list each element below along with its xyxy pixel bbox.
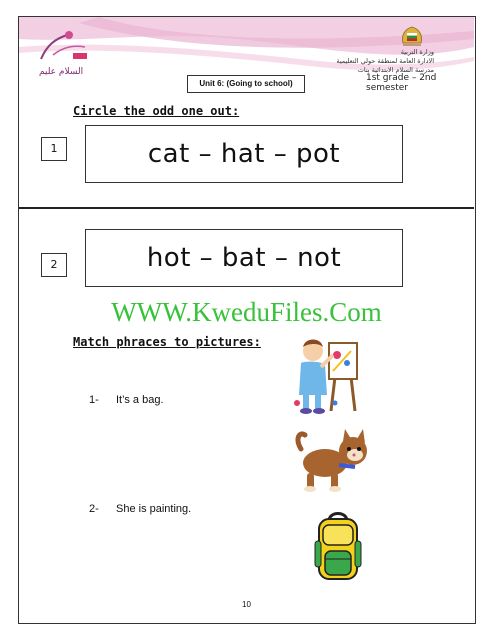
logo-caption: السلام عليم	[39, 67, 84, 77]
question-1-number: 1	[41, 137, 67, 161]
match-item-1-number: 1-	[89, 394, 99, 406]
question-2-number: 2	[41, 253, 67, 277]
unit-title: Unit 6: (Going to school)	[187, 75, 305, 93]
ministry-line-2: الادارة العامة لمنطقة حولي التعليمية	[336, 57, 434, 65]
section-divider	[19, 207, 474, 209]
ministry-line-3: مدرسة السلام الابتدائية بنات	[357, 66, 434, 74]
page-number: 10	[242, 600, 251, 609]
school-bag-picture	[313, 511, 363, 583]
watermark-text: WWW.KweduFiles.Com	[111, 297, 382, 327]
ministry-text	[284, 48, 434, 75]
ministry-emblem-icon	[399, 25, 425, 49]
section1-instruction: Circle the odd one out:	[73, 104, 240, 118]
match-item-1-text: It’s a bag.	[116, 394, 164, 406]
worksheet-page	[18, 16, 476, 624]
school-logo-icon	[33, 25, 93, 65]
question-2-words: hot – bat – not	[85, 229, 403, 287]
match-item-2-number: 2-	[89, 503, 99, 515]
match-item-2-text: She is painting.	[116, 503, 192, 515]
question-1-words: cat – hat – pot	[85, 125, 403, 183]
cat-picture	[295, 429, 371, 493]
section2-instruction: Match phraces to pictures:	[73, 335, 261, 349]
painting-girl-picture	[291, 333, 361, 415]
ministry-line-1: وزارة التربية	[400, 48, 434, 56]
grade-label: 1st grade – 2nd semester	[366, 73, 437, 93]
